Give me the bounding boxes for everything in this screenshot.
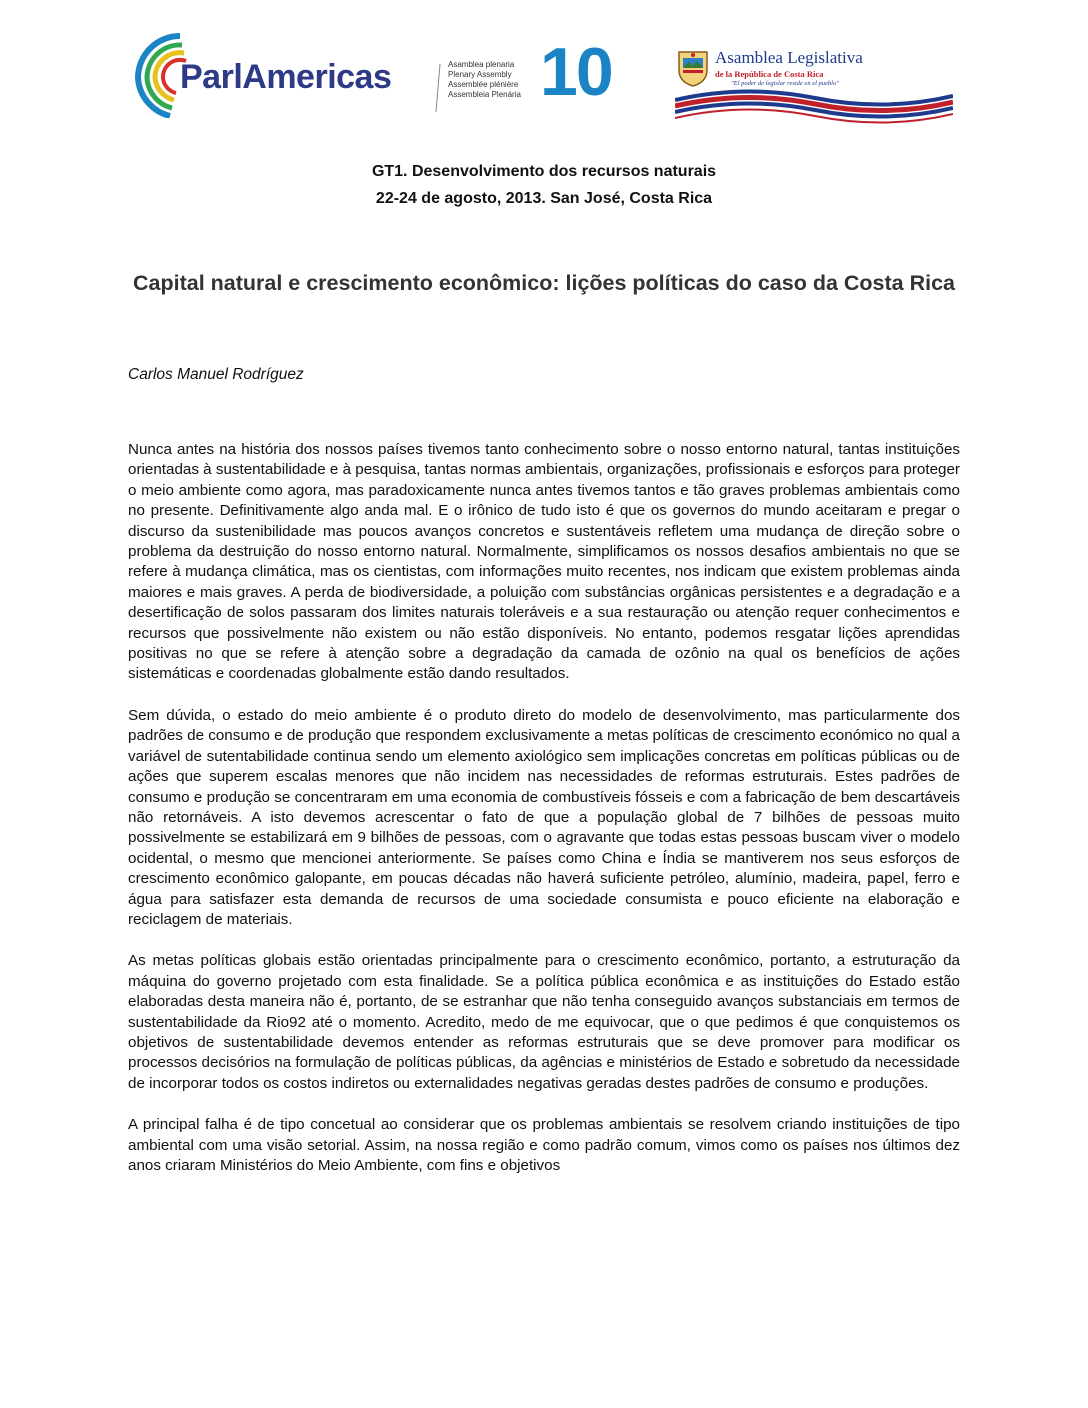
page-header: [130, 22, 960, 122]
plenary-label-es: Asamblea plenaria: [448, 60, 515, 69]
coat-of-arms-icon: [675, 48, 711, 88]
plenary-label-pt: Assembleia Plenária: [448, 90, 521, 99]
host-logo-motto: "El poder de legislar reside en el pueblo": [731, 80, 839, 87]
author-name: Carlos Manuel Rodríguez: [128, 366, 304, 383]
parlamericas-logo: [130, 28, 521, 118]
paragraph: Sem dúvida, o estado do meio ambiente é o produto direto do modelo de desenvolvimento, mas particularmente dos padrões de consumo e de produção que respondem exclusivamente a metas políticas de crescimento económico no qual a variável de sutentabilidade continua sendo um elemento axiológico sem implicações concretas em políticas públicas ou de ações que superem escalas menores que não incidem nas necessidades de reformas estruturais. Estes padrões de consumo e produção se concentraram em uma economia de combustíveis fósseis e com a fabricação de bem descartáveis não retornáveis. A isto devemos acrescentar o fato de que a população global de 7 bilhões de pessoas muito possivelmente se estabilizará em 9 bilhões de pessoas, com o agravante que todas estas pessoas buscam viver o modelo ocidental, o mesmo que mencionei anteriormente. Se países como China e Índia se mantiverem nos seus esforços de crescimento econômico galopante, em poucas décadas não haverá suficiente petróleo, alumínio, madeira, papel, ferro e água para satisfazer esta demanda de recursos de uma sociedade consumista e pouco eficiente na elaboração e reciclagem de materiais.: [128, 706, 960, 928]
plenary-label-fr: Assemblée plénière: [448, 80, 519, 89]
body-text: [128, 440, 960, 1197]
parlamericas-wordmark: ParlAmericas: [180, 58, 392, 96]
session-line: GT1. Desenvolvimento dos recursos naturais: [371, 163, 717, 180]
plenary-label-en: Plenary Assembly: [448, 70, 512, 79]
host-logo-title: Asamblea Legislativa: [715, 48, 863, 67]
date-line: 22-24 de agosto, 2013. San José, Costa Rica: [375, 190, 713, 207]
edition-number: 10: [540, 34, 612, 110]
paragraph: A principal falha é de tipo concetual ao considerar que os problemas ambientais se resolvem criando instituições de tipo ambiental com uma visão setorial. Assim, na nossa região e como padrão comum, vimos como os países nos últimos dez anos criaram Ministérios do Meio Ambiente, com fins e objetivos: [128, 1116, 960, 1174]
asamblea-legislativa-logo: [675, 42, 955, 132]
host-logo-subtitle: de la República de Costa Rica: [715, 69, 824, 79]
logo-divider-icon: [435, 64, 441, 112]
paragraph: Nunca antes na história dos nossos países tivemos tanto conhecimento sobre o nosso entorno natural, tantas instituições orientadas à sustentabilidade e à pesquisa, tantas normas ambientais, organizações, profissionais e esforços para proteger o meio ambiente como agora, mas paradoxicamente nunca antes tivemos tantos e tão graves problemas ambientais como no presente. Definitivamente algo anda mal. E o irônico de tudo isto é que os governos do mundo aceitaram e pregar o discurso da sustenibilidade mas poucos avanços concretos e sustentáveis refletem uma mudança de direção sobre o problema da destruição do nosso entorno natural. Normalmente, simplificamos os nossos desafios ambientais no que se refere à mudança climática, mas os cientistas, com informações muito recentes, nos indicam que existem problemas ainda maiores e mais graves. A perda de biodiversidade, a poluição com substâncias orgânicas persistentes e a degradação e a desertificação de solos passaram dos limites naturais toleráveis e a sua restauração ou atenção requer conhecimentos e recursos que possivelmente não existem ou não estão disponíveis. No entanto, podemos resgatar lições aprendidas positivas no que se refere à atenção sobre a degradação da camada de ozônio na qual os benefícios de ações sistemáticas e coordenadas globalmente estão dando resultados.: [128, 441, 960, 683]
paragraph: As metas políticas globais estão orientadas principalmente para o crescimento econômico, portanto, a estruturação da máquina do governo projetado com esta finalidade. Se a política pública econômica e as instituições do Estado estão elaboradas desta maneira não é, portanto, de se estranhar que não tenha conseguido avanços substanciais em termos de sustentabilidade da Rio92 até o momento. Acredito, medo de me equivocar, que o que pedimos é que conquistemos os objetivos de sustentabilidade devemos entender as reformas estruturais que se deve promover para modificar os processos decisórios na formulação de políticas públicas, da agências e ministérios de Estado e sobretudo da necessidade de incorporar todos os costos indiretos ou externalidades negativas geradas destes padrões de consumo e produções.: [128, 952, 960, 1092]
document-title: Capital natural e crescimento econômico: lições políticas do caso da Costa Rica: [132, 271, 956, 295]
flag-waves-icon: [675, 86, 953, 130]
